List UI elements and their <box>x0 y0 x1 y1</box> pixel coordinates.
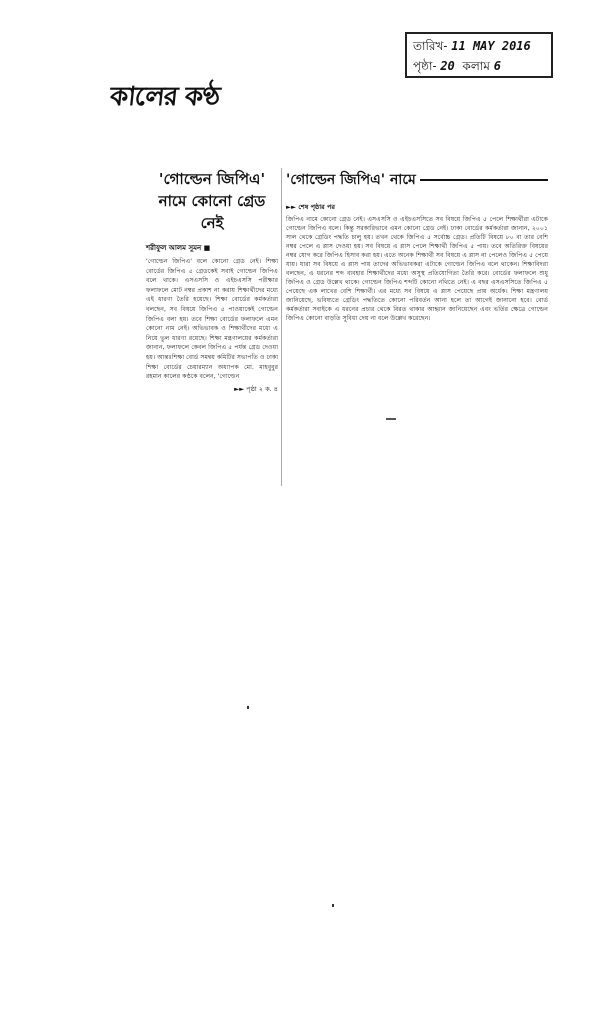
end-mark <box>386 418 396 420</box>
stamp-page-label: পৃষ্ঠা <box>413 59 433 73</box>
byline: শরীফুল আলম সুমন ■ <box>146 244 211 252</box>
main-article <box>146 168 278 498</box>
stamp-column-value: 6 <box>493 59 501 73</box>
continued-note: ►► পৃষ্ঠা ২ ক. ৪ <box>234 384 278 393</box>
stamp-page-row: পৃষ্ঠা- 20 কলাম 6 <box>413 59 501 73</box>
scan-speck <box>247 706 249 709</box>
stamp-date-label: তারিখ <box>413 39 444 53</box>
jump-headline: 'গোল্ডেন জিপিএ' নামে <box>286 172 416 188</box>
stamp-date-row: তারিখ- 11 MAY 2016 <box>413 39 531 53</box>
stamp-column-label: কলাম <box>462 59 490 73</box>
stamp-page-value: 20 <box>440 59 455 73</box>
main-headline: 'গোল্ডেন জিপিএ' নামে কোনো গ্রেড নেই <box>158 170 266 232</box>
stamp-date-value: 11 MAY 2016 <box>451 39 531 53</box>
jump-article <box>286 168 548 418</box>
column-divider <box>281 168 282 486</box>
jump-body: জিপিএ নামে কোনো গ্রেড নেই। এসএসসি ও এইচএসসিতে সব বিষয়ে জিপিএ ৫ পেলে শিক্ষার্থীরা এটাকে গোল্ডেন জিপিএ বলে। কিন্তু সরকারিভাবে এমন কোনো গ্রেড নেই। ঢাকা বোর্ডের কর্মকর্তারা জানান, ২০০১ সাল থেকে গ্রেডিং পদ্ধতি চালু হয়। তখন থেকে জিপিএ ৫ সর্বোচ্চ গ্রেড। প্রতিটি বিষয়ে ৮০ বা তার বেশি নম্বর পেলে এ প্লাস দেওয়া হয়। সব বিষয়ে এ প্লাস পেলে শিক্ষার্থী জিপিএ ৫ পায়। তবে অতিরিক্ত বিষয়ের নম্বর যোগ করে জিপিএ হিসাব করা হয়। এতে অনেক শিক্ষার্থী সব বিষয়ে এ প্লাস না পেলেও জিপিএ ৫ পেয়ে যায়। যারা সব বিষয়ে এ প্লাস পায় তাদের অভিভাবকরা এটাকে গোল্ডেন জিপিএ বলে থাকেন। শিক্ষাবিদরা বলছেন, এ ধরনের শব্দ ব্যবহার শিক্ষার্থীদের মধ্যে অসুস্থ প্রতিযোগিতা তৈরি করে। বোর্ডের ফলাফলে শুধু জিপিএ ও গ্রেড উল্লেখ থাকে। গোল্ডেন জিপিএ শব্দটি কোনো নথিতে নেই। এ বছর এসএসসিতে জিপিএ ৫ পেয়েছে এক লাখের বেশি শিক্ষার্থী। এর মধ্যে সব বিষয়ে এ প্লাস পেয়েছে প্রায় অর্ধেক। শিক্ষা মন্ত্রণালয় জানিয়েছে, ভবিষ্যতে গ্রেডিং পদ্ধতিতে কোনো পরিবর্তন আনা হলে তা আগেই জানানো হবে। বোর্ড কর্মকর্তারা সবাইকে এ ধরনের প্রচার থেকে বিরত থাকার আহ্বান জানিয়েছেন এবং ভর্তির ক্ষেত্রে গোল্ডেন জিপিএ কোনো বাড়তি সুবিধা দেয় না বলে উল্লেখ করেছেন। <box>286 216 548 322</box>
main-body: 'গোল্ডেন জিপিএ' বলে কোনো গ্রেড নেই। শিক্ষা বোর্ডের জিপিএ ৫ গ্রেডকেই সবাই গোল্ডেন জিপিএ বলে থাকে। এসএসসি ও এইচএসসি পরীক্ষার ফলাফলে মোট নম্বর প্রকাশ না করায় শিক্ষার্থীদের মধ্যে এই ধারণা তৈরি হয়েছে। শিক্ষা বোর্ডের কর্মকর্তারা বলছেন, সব বিষয়ে জিপিএ ৫ পাওয়াকেই গোল্ডেন জিপিএ বলা হয়। তবে শিক্ষা বোর্ডের ফলাফলে এমন কোনো নাম নেই। অভিভাবক ও শিক্ষার্থীদের মধ্যে এ নিয়ে ভুল ধারণা রয়েছে। শিক্ষা মন্ত্রণালয়ের কর্মকর্তারা জানান, ফলাফলে কেবল জিপিএ ৫ পর্যন্ত গ্রেড দেওয়া হয়। আন্তঃশিক্ষা বোর্ড সমন্বয় কমিটির সভাপতি ও ঢাকা শিক্ষা বোর্ডের চেয়ারম্যান অধ্যাপক মো. মাহবুবুর রহমান কালের কণ্ঠকে বলেন, 'গোল্ডেন <box>146 258 278 381</box>
date-stamp <box>405 32 553 78</box>
headline-rule <box>420 179 548 181</box>
jump-headline-row <box>286 168 548 192</box>
newspaper-name: কালের কণ্ঠ <box>108 82 221 112</box>
scan-speck <box>332 904 334 907</box>
continued-from: ►► শেষ পৃষ্ঠার পর <box>286 203 335 211</box>
